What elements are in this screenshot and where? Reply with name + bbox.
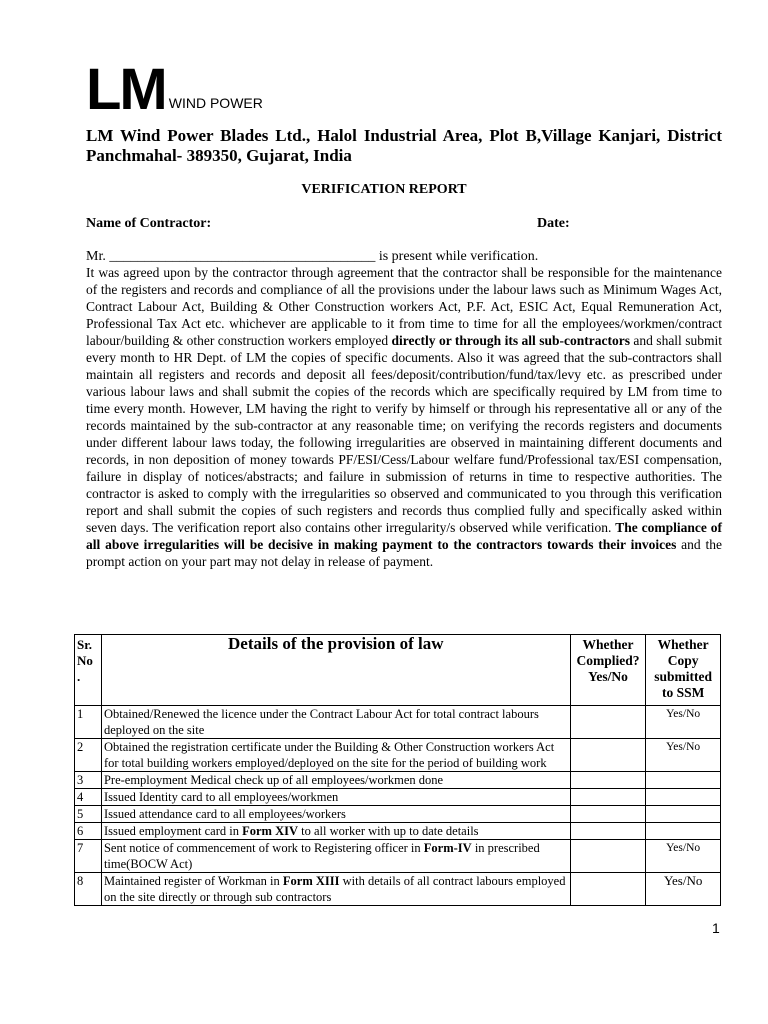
- logo-wordmark: WIND POWER: [168, 95, 263, 111]
- row-sr-no: 3: [75, 772, 102, 789]
- row-complied-cell[interactable]: [570, 873, 646, 906]
- row-details: [101, 873, 570, 906]
- row-complied-cell[interactable]: [570, 806, 646, 823]
- row-sr-no: 4: [75, 789, 102, 806]
- company-logo: [86, 57, 263, 122]
- row-details: [101, 789, 570, 806]
- row-form-ref: Form-IV: [423, 841, 472, 855]
- header-fields: [86, 216, 722, 232]
- row-text: Pre-employment Medical check up of all employees/workmen done: [103, 773, 444, 787]
- row-complied-cell[interactable]: [570, 739, 646, 772]
- logo-mark: LM: [86, 57, 166, 122]
- row-text: in prescribed time(BOCW Act): [103, 841, 540, 871]
- row-copy-submitted-cell[interactable]: [646, 789, 721, 806]
- header-copy-submitted: Whether Copy submitted to SSM: [646, 635, 721, 706]
- row-text: Maintained register of Workman in: [103, 874, 283, 888]
- row-sr-no: 8: [75, 873, 102, 906]
- paragraph-bold: directly or through its all sub-contractors: [391, 333, 630, 348]
- row-text: Sent notice of commencement of work to Registering officer in: [103, 841, 424, 855]
- row-details: [101, 739, 570, 772]
- contractor-label: Name of Contractor:: [86, 216, 212, 231]
- agreement-paragraph: [86, 264, 722, 570]
- row-text: Issued attendance card to all employees/workers: [103, 807, 346, 821]
- row-copy-submitted-cell[interactable]: Yes/No: [646, 706, 721, 739]
- report-title: VERIFICATION REPORT: [301, 182, 467, 197]
- row-form-ref: Form XIII: [282, 874, 340, 888]
- row-text: with details of all contract labours employed on the site directly or through sub contractors: [103, 874, 566, 904]
- row-copy-submitted-cell[interactable]: Yes/No: [646, 873, 721, 906]
- table-row: [75, 806, 721, 823]
- row-text: to all worker with up to date details: [298, 824, 479, 838]
- header-complied: Whether Complied? Yes/No: [570, 635, 646, 706]
- paragraph-part: It was agreed upon by the contractor through agreement that the contractor shall be responsible for the maintenance of the registers and records and compliance of all the provisions under the labour laws such as Minimum Wages Act, Contract Labour Act, Building & Other Construction workers Act, P.F. Act, ESIC Act, Equal Remuneration Act, Professional Tax Act etc. whichever are applicable to it from time to time for all the employees/workmen/contract labour/building & other construction workers employed: [86, 265, 722, 348]
- row-copy-submitted-cell[interactable]: [646, 806, 721, 823]
- table-row: [75, 789, 721, 806]
- header-details: Details of the provision of law: [101, 635, 570, 706]
- row-text: Issued Identity card to all employees/workmen: [103, 790, 339, 804]
- row-copy-submitted-cell[interactable]: Yes/No: [646, 739, 721, 772]
- table-header-row: [75, 635, 721, 706]
- attendee-line: Mr. ______________________________________ is present while verification.: [86, 249, 539, 264]
- row-text: Obtained/Renewed the licence under the Contract Labour Act for total contract labours deployed on the site: [103, 707, 539, 737]
- row-form-ref: Form XIV: [242, 824, 299, 838]
- paragraph-part: and the prompt action on your part may not delay in release of payment.: [86, 537, 722, 569]
- header-sr-no: Sr. No .: [75, 635, 102, 706]
- row-sr-no: 6: [75, 823, 102, 840]
- row-details: [101, 706, 570, 739]
- row-sr-no: 2: [75, 739, 102, 772]
- paragraph-bold: The compliance of all above irregularities will be decisive in making payment to the contractors towards their invoices: [86, 520, 722, 552]
- row-details: [101, 840, 570, 873]
- row-details: [101, 772, 570, 789]
- row-sr-no: 1: [75, 706, 102, 739]
- table-row: [75, 840, 721, 873]
- row-complied-cell[interactable]: [570, 840, 646, 873]
- row-copy-submitted-cell[interactable]: [646, 772, 721, 789]
- table-row: [75, 739, 721, 772]
- table-row: [75, 772, 721, 789]
- page-number: 1: [712, 920, 720, 936]
- row-copy-submitted-cell[interactable]: [646, 823, 721, 840]
- paragraph-part: and shall submit every month to HR Dept. of LM the copies of specific documents. Also it was agreed that the sub-contractors shall maintain all registers and records and deposit all fees/deposit/contribution/fund/tax/levy etc. as prescribed under various labour laws and shall submit the copies of the records which are specifically required by LM from time to time every month. However, LM having the right to verify by himself or through his representative all or any of the records maintained by the sub-contractor at any reasonable time; on verifying the records registers and documents under different labour laws today, the following irregularities are observed in maintaining different documents and records, in non deposition of money towards PF/ESI/Cess/Labour welfare fund/Professional tax/ESI compensation, failure in display of notices/abstracts; and failure in submission of returns in time to respective authorities. The contractor is asked to comply with the irregularities so observed and communicated to you through this verification report and shall submit the copies of such registers and records thus complied fully and specifically asked within seven days. The verification report also contains other irregularity/s observed while verification.: [86, 333, 722, 535]
- company-address: LM Wind Power Blades Ltd., Halol Industrial Area, Plot B,Village Kanjari, District Panchmahal- 389350, Gujarat, India: [86, 126, 722, 165]
- row-complied-cell[interactable]: [570, 772, 646, 789]
- row-copy-submitted-cell[interactable]: Yes/No: [646, 840, 721, 873]
- row-details: [101, 823, 570, 840]
- row-text: Obtained the registration certificate under the Building & Other Construction workers Act for total building workers employed/deployed on the site for the period of building work: [103, 740, 555, 770]
- row-sr-no: 5: [75, 806, 102, 823]
- row-sr-no: 7: [75, 840, 102, 873]
- date-label: Date:: [537, 216, 570, 231]
- row-complied-cell[interactable]: [570, 823, 646, 840]
- row-complied-cell[interactable]: [570, 706, 646, 739]
- table-row: [75, 706, 721, 739]
- row-text: Issued employment card in: [103, 824, 243, 838]
- table-row: [75, 873, 721, 906]
- table-row: [75, 823, 721, 840]
- row-complied-cell[interactable]: [570, 789, 646, 806]
- compliance-table: [74, 634, 721, 906]
- row-details: [101, 806, 570, 823]
